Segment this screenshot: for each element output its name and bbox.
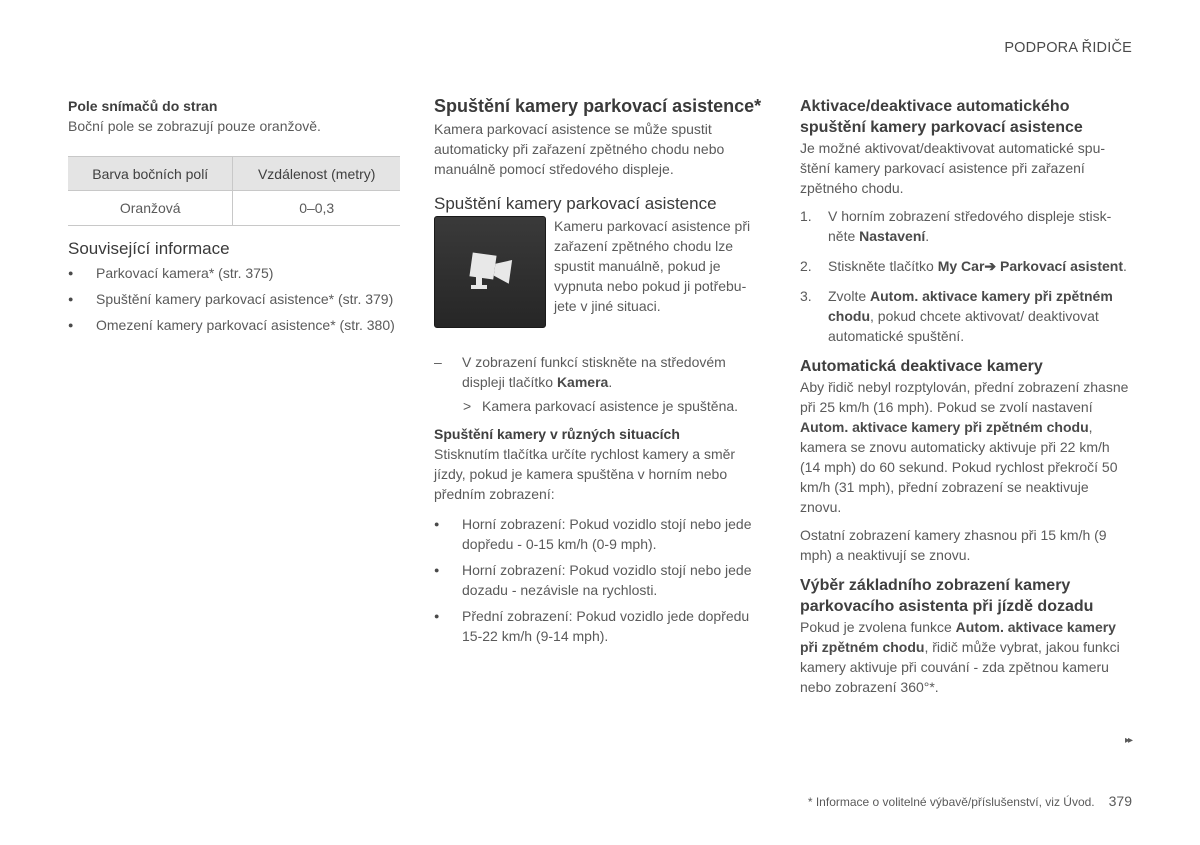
step-number: 2.	[800, 258, 812, 274]
step-number: 3.	[800, 288, 812, 304]
basic-view-text	[800, 617, 1133, 697]
step-text: , pokud chcete aktivovat/ deaktivovat automatické spuštění.	[828, 308, 1099, 344]
related-link[interactable]: ● Parkovací kamera* (str. 375)	[68, 263, 401, 283]
basic-view-heading: Výběr základního zobrazení kamery parkovacího asistenta při jízdě dozadu	[800, 577, 1094, 615]
related-link[interactable]: ● Omezení kamery parkovací asistence* (str. 380)	[68, 315, 401, 335]
instruction-text: .	[608, 374, 613, 390]
column-right	[800, 96, 1133, 697]
step-text: V horním zobrazení středového displeje stisk- něte	[828, 208, 1112, 244]
list-item: ● Přední zobrazení: Pokud vozidlo jede dopředu 15-22 km/h (9-14 mph).	[434, 606, 764, 646]
step-number: 1.	[800, 208, 812, 224]
step-text: Zvolte	[828, 288, 871, 304]
activation-steps	[800, 206, 1133, 346]
camera-figure	[434, 216, 764, 328]
section-header: PODPORA ŘIDIČE	[1004, 40, 1132, 56]
list-item	[800, 206, 1133, 246]
intro-text: Kamera parkovací asistence se může spustit automaticky při zařazení zpětného chodu nebo manuálně pomocí středového displeje.	[434, 121, 725, 177]
instruction-result: > Kamera parkovací asistence je spuštěna.	[434, 396, 764, 416]
situations-text: Stisknutím tlačítka určíte rychlost kamery a směr jízdy, pokud je kamera spuštěna v horním nebo předním zobrazení:	[434, 446, 736, 502]
activation-heading: Aktivace/deaktivace automatického spuštění kamery parkovací asistence	[800, 98, 1083, 136]
subheading-situations: Spuštění kamery v různých situacích	[434, 426, 680, 442]
deactivation-text	[800, 377, 1133, 517]
instruction-step	[434, 352, 764, 392]
table-header: Barva bočních polí	[68, 157, 233, 191]
auto-activation-label: Autom. aktivace kamery při zpětném chodu	[800, 419, 1089, 435]
column-left	[68, 96, 401, 341]
page-title: Spuštění kamery parkovací asistence*	[434, 96, 762, 116]
list-item	[800, 286, 1133, 346]
next-page-icon: ▸▸	[1124, 735, 1131, 746]
side-fields-heading: Pole snímačů do stran	[68, 98, 218, 114]
table-cell: 0–0,3	[233, 191, 400, 226]
situations-list	[434, 514, 764, 646]
paragraph-text: , kamera se znovu automaticky aktivuje při 22 km/h (14 mph) do 60 sekund. Pokud rychlost překročí 50 km/h (31 mph), přední zobrazení se neaktivuje znovu.	[800, 419, 1118, 515]
footnote-text: * Informace o volitelné výbavě/příslušenství, viz Úvod.	[807, 795, 1095, 809]
step-text: Stiskněte tlačítko	[828, 258, 938, 274]
related-heading: Související informace	[68, 239, 230, 258]
related-link[interactable]: ● Spuštění kamery parkovací asistence* (str. 379)	[68, 289, 401, 309]
camera-button-label: Kamera	[556, 374, 609, 390]
auto-activation-label: Autom. aktivace kamery při zpětném chodu	[800, 619, 1116, 655]
list-item	[800, 256, 1133, 276]
step-text: .	[1123, 258, 1127, 274]
settings-label: Nastavení	[859, 228, 926, 244]
list-item: ● Horní zobrazení: Pokud vozidlo stojí nebo jede dopředu - 0-15 km/h (0-9 mph).	[434, 514, 764, 554]
paragraph-text: , řidič může vybrat, jakou funkci kamery aktivuje při couvání - zda zpětnou kameru nebo zobrazení 360°*.	[800, 639, 1120, 695]
table-header: Vzdálenost (metry)	[233, 157, 400, 191]
parking-assist-label: Parkovací asistent	[1000, 258, 1123, 274]
list-item: ● Horní zobrazení: Pokud vozidlo stojí nebo jede dozadu - nezávisle na rychlosti.	[434, 560, 764, 600]
side-fields-table	[68, 156, 400, 226]
deactivation-heading: Automatická deaktivace kamery	[800, 358, 1043, 375]
my-car-label: My Car	[937, 258, 985, 274]
activation-text: Je možné aktivovat/deaktivovat automatické spu- štění kamery parkovací asistence při zařazení zpětného chodu.	[800, 140, 1106, 196]
related-list	[68, 263, 401, 335]
instruction-text: V zobrazení funkcí stiskněte na středovém displeji tlačítko	[462, 354, 726, 390]
page-number: 379	[1108, 793, 1132, 809]
camera-button-icon	[434, 216, 546, 328]
paragraph-text: Aby řidič nebyl rozptylován, přední zobrazení zhasne při 25 km/h (16 mph). Pokud se zvolí nastavení	[800, 379, 1129, 415]
camera-figure-text: Kameru parkovací asistence při zařazení zpětného chodu lze spustit manuálně, pokud je vypnuta nebo pokud ji potřebu- jete v jiné situaci.	[554, 218, 751, 314]
auto-activation-label: Autom. aktivace kamery při zpětném chodu	[828, 288, 1113, 324]
arrow-right-icon: ➔	[984, 258, 997, 274]
table-row	[68, 191, 400, 226]
table-cell: Oranžová	[68, 191, 233, 226]
column-middle	[434, 96, 764, 652]
paragraph-text: Pokud je zvolena funkce	[800, 619, 956, 635]
other-views-text: Ostatní zobrazení kamery zhasnou při 15 km/h (9 mph) a neaktivují se znovu.	[800, 527, 1107, 563]
footnote	[808, 793, 1132, 809]
subheading-start-camera: Spuštění kamery parkovací asistence	[434, 194, 717, 213]
step-text: .	[925, 228, 930, 244]
side-fields-text: Boční pole se zobrazují pouze oranžově.	[68, 118, 321, 134]
